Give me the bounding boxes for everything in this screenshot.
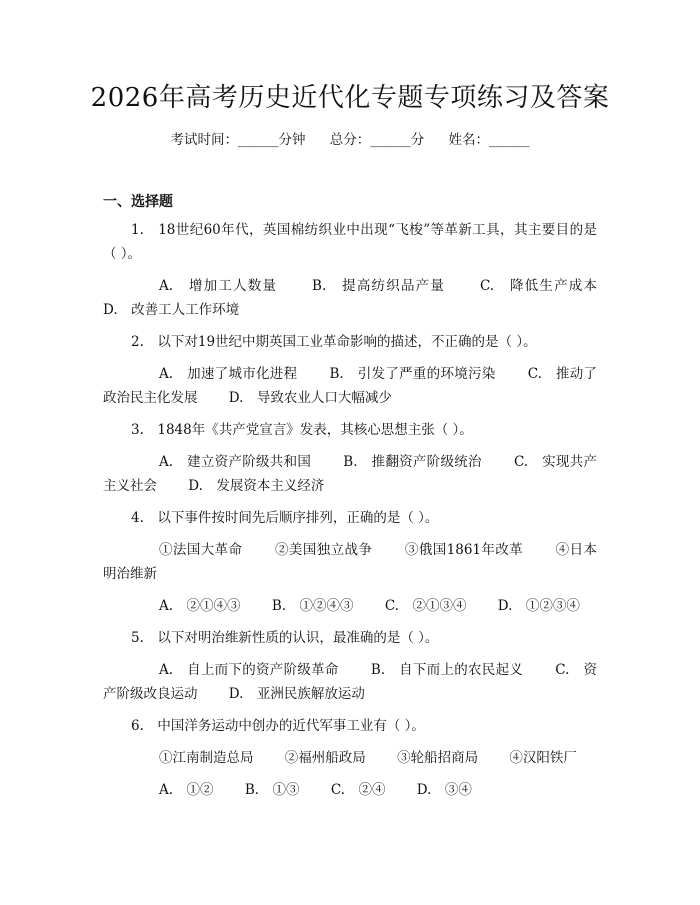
document-title: 2026年高考历史近代化专题专项练习及答案 [90,83,610,113]
total-score-field: 总分：______分 [329,132,425,148]
exam-time-field: 考试时间：______分钟 [170,132,306,148]
student-name-field: 姓名：______ [448,132,530,148]
question-4-stem: 4. 以下事件按时间先后顺序排列，正确的是（ ）。 [131,510,439,526]
question-6-stem: 6. 中国洋务运动中创办的近代军事工业有（ ）。 [131,718,425,734]
question-2-stem: 2. 以下对19世纪中期英国工业革命影响的描述，不正确的是（ ）。 [131,334,537,350]
question-1-stem: 1. 18世纪60年代，英国棉纺织业中出现“飞梭”等革新工具，其主要目的是（ ）。 [103,222,597,262]
question-5-stem: 5. 以下对明治维新性质的认识，最准确的是（ ）。 [131,630,439,646]
question-2-options: A. 加速了城市化进程 B. 引发了严重的环境污染 C. 推动了政治民主化发展 D. 导致农业人口大幅减少 [103,366,597,406]
question-5-options: A. 自上而下的资产阶级革命 B. 自下而上的农民起义 C. 资产阶级改良运动 D. 亚洲民族解放运动 [103,662,597,702]
exam-info [0,128,700,152]
question-1-options: A. 增加工人数量 B. 提高纺织品产量 C. 降低生产成本 D. 改善工人工作环境 [103,278,629,318]
question-3-options: A. 建立资产阶级共和国 B. 推翻资产阶级统治 C. 实现共产主义社会 D. 发展资本主义经济 [103,454,597,494]
question-3-stem: 3. 1848年《共产党宣言》发表，其核心思想主张（ ）。 [131,422,473,438]
section-heading-choice: 一、选择题 [103,194,173,210]
question-4-items: ①法国大革命 ②美国独立战争 ③俄国1861年改革 ④日本明治维新 [103,542,597,582]
question-6-options: A. ①② B. ①③ C. ②④ D. ③④ [159,782,472,798]
question-6-items: ①江南制造总局 ②福州船政局 ③轮船招商局 ④汉阳铁厂 [159,750,577,766]
questions-list [103,218,629,810]
question-4-options: A. ②①④③ B. ①②④③ C. ②①③④ D. ①②③④ [159,598,580,614]
